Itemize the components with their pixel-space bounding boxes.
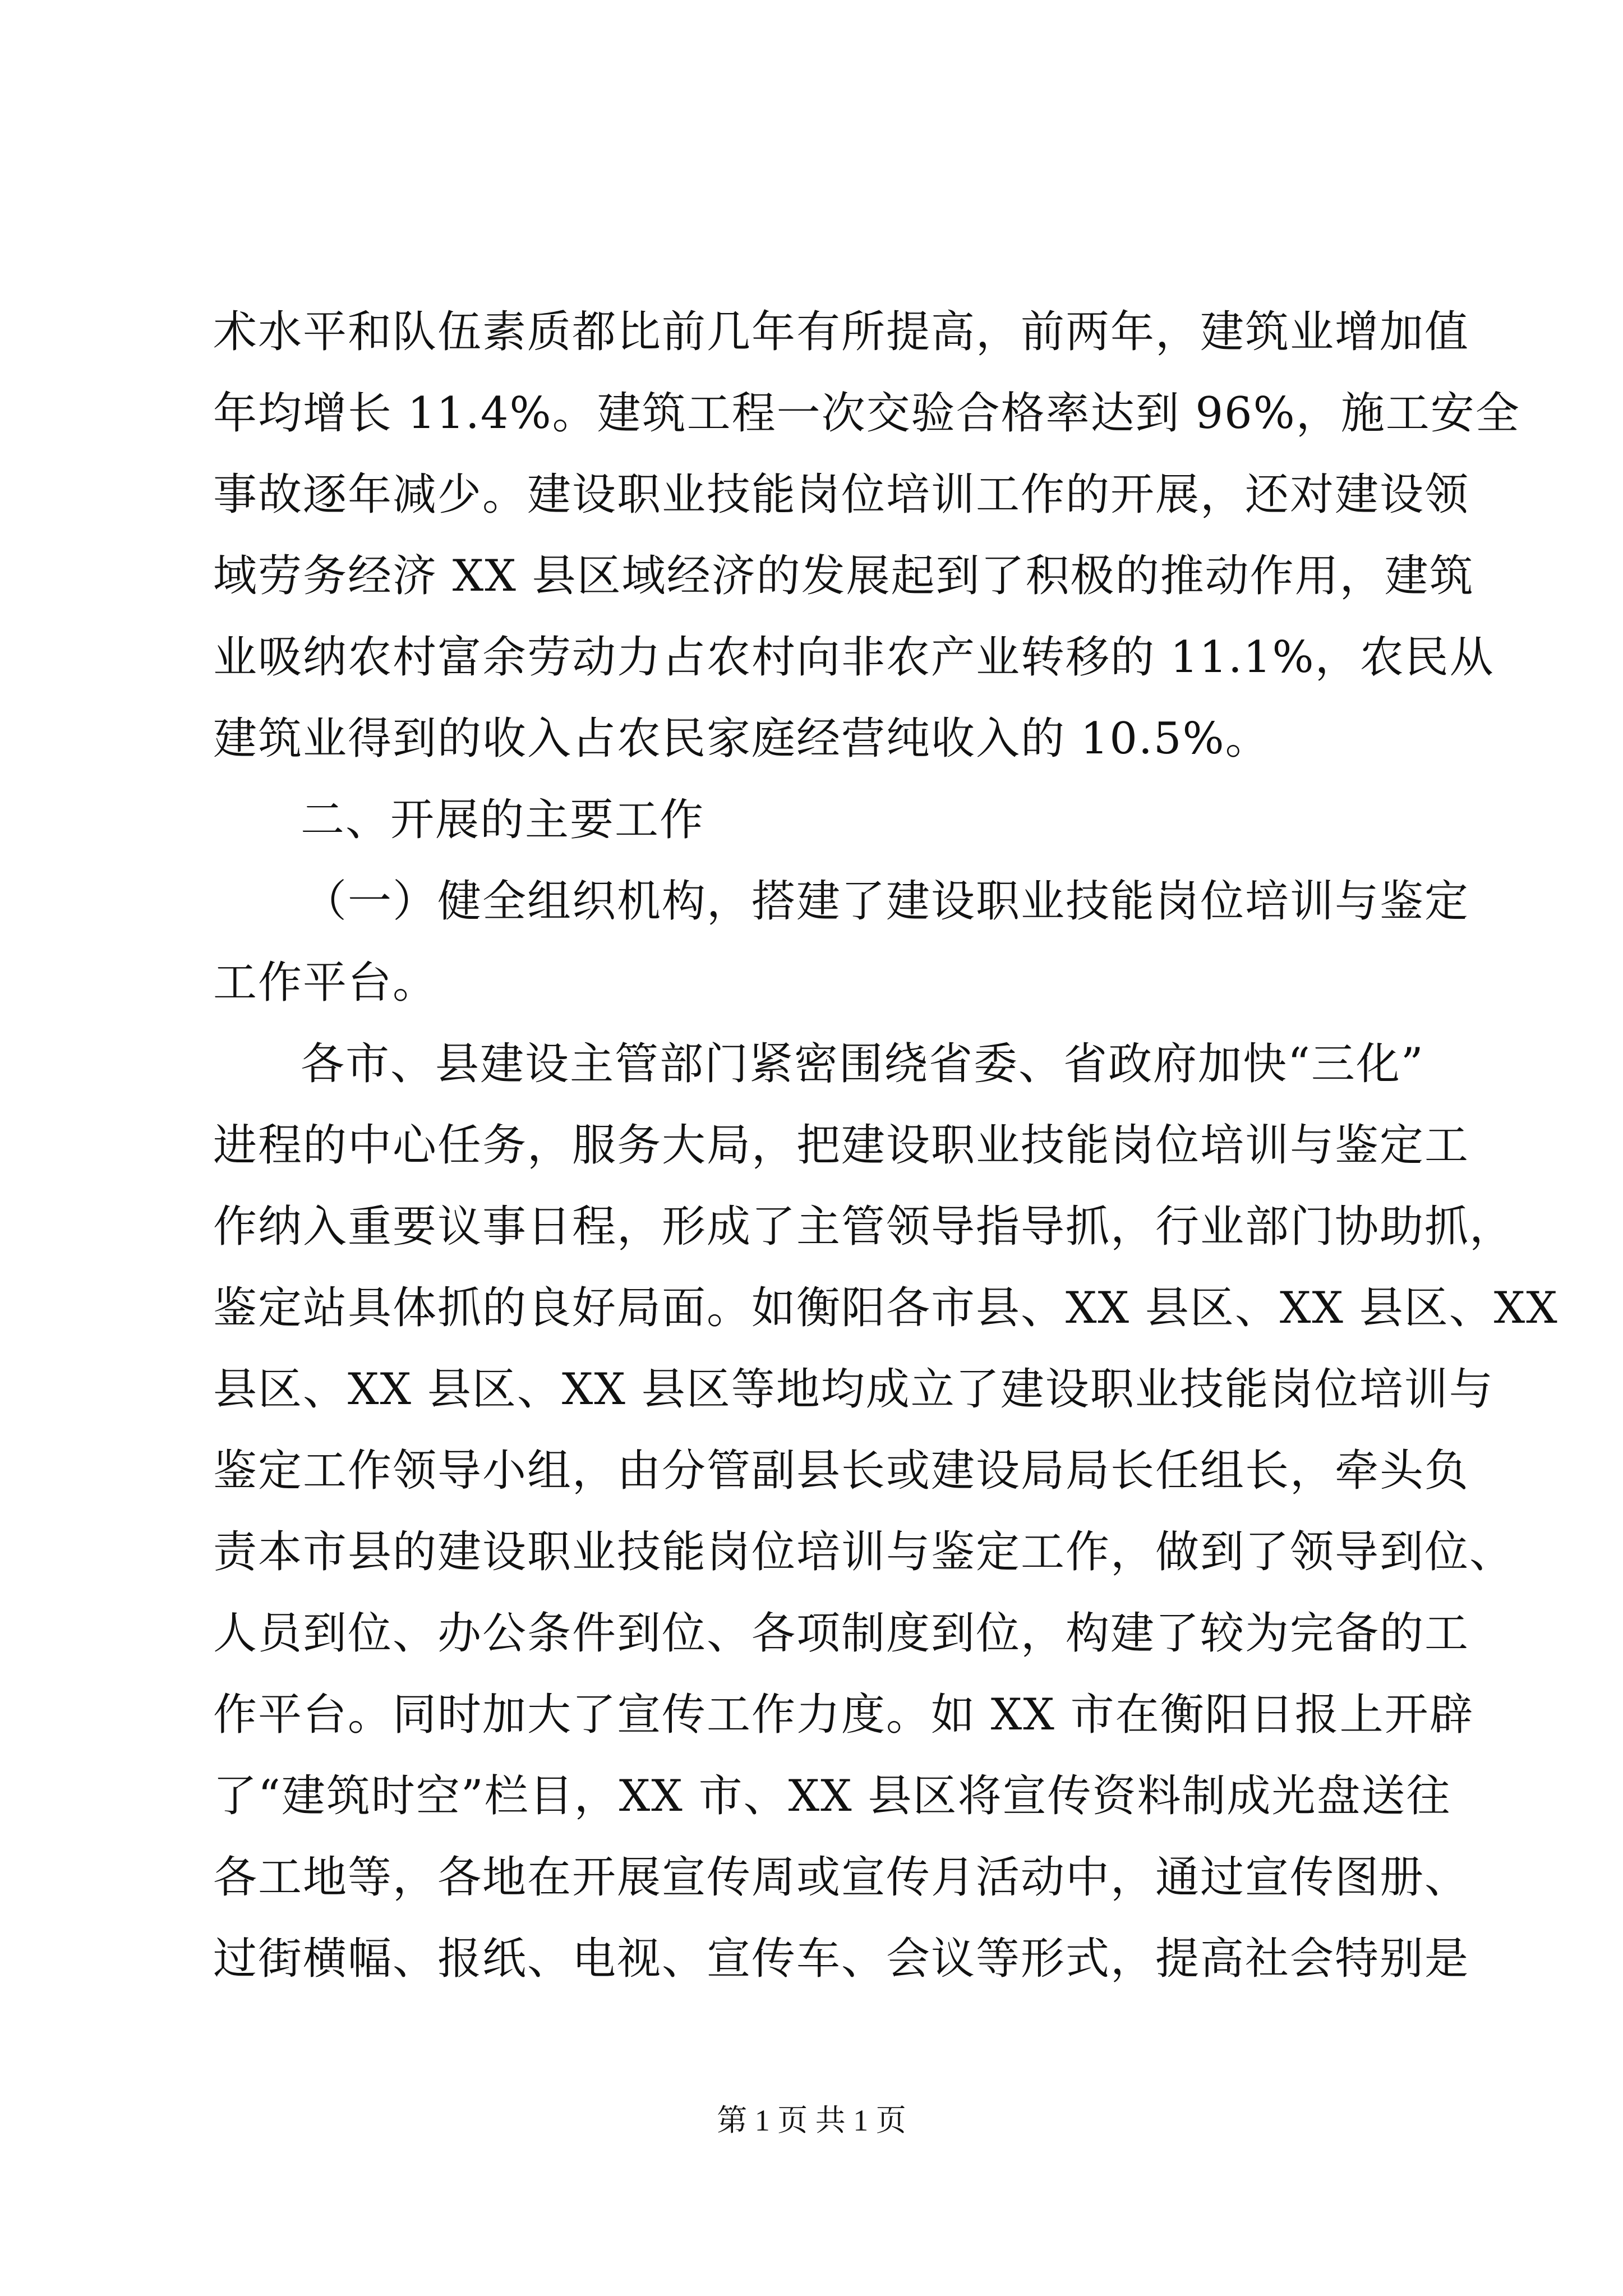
paragraph-line: 年均增长 11.4%。建筑工程一次交验合格率达到 96%，施工安全 bbox=[213, 388, 1520, 439]
paragraph-line: 各工地等，各地在开展宣传周或宣传月活动中，通过宣传图册、 bbox=[213, 1852, 1470, 1903]
paragraph-line: 各市、县建设主管部门紧密围绕省委、省政府加快“三化” bbox=[301, 1039, 1424, 1089]
subsection-heading: （一）健全组织机构，搭建了建设职业技能岗位培训与鉴定 bbox=[303, 876, 1470, 927]
paragraph-line: 进程的中心任务，服务大局，把建设职业技能岗位培训与鉴定工 bbox=[213, 1120, 1470, 1171]
paragraph-line: 人员到位、办公条件到位、各项制度到位，构建了较为完备的工 bbox=[213, 1608, 1470, 1659]
paragraph-line: 术水平和队伍素质都比前几年有所提高，前两年，建筑业增加值 bbox=[213, 307, 1470, 357]
paragraph-line: 鉴定站具体抓的良好局面。如衡阳各市县、XX 县区、XX 县区、XX bbox=[213, 1283, 1559, 1333]
paragraph-line: 责本市县的建设职业技能岗位培训与鉴定工作，做到了领导到位、 bbox=[213, 1527, 1515, 1577]
paragraph-line: 事故逐年减少。建设职业技能岗位培训工作的开展，还对建设领 bbox=[213, 470, 1470, 520]
paragraph-line: 县区、XX 县区、XX 县区等地均成立了建设职业技能岗位培训与 bbox=[213, 1364, 1494, 1415]
page-number-label: 第 1 页 共 1 页 bbox=[717, 2104, 906, 2137]
paragraph-line: 作平台。同时加大了宣传工作力度。如 XX 市在衡阳日报上开辟 bbox=[213, 1690, 1474, 1740]
paragraph-line: 作纳入重要议事日程，形成了主管领导指导抓，行业部门协助抓， bbox=[213, 1202, 1515, 1252]
document-body bbox=[213, 292, 1559, 2000]
subsection-heading-continued: 工作平台。 bbox=[213, 958, 438, 1008]
paragraph-line: 业吸纳农村富余劳动力占农村向非农产业转移的 11.1%，农民从 bbox=[213, 632, 1495, 683]
paragraph-line: 了“建筑时空”栏目，XX 市、XX 县区将宣传资料制成光盘送往 bbox=[213, 1771, 1451, 1821]
paragraph-line: 域劳务经济 XX 县区域经济的发展起到了积极的推动作用，建筑 bbox=[213, 551, 1474, 601]
paragraph-line: 过街横幅、报纸、电视、宣传车、会议等形式，提高社会特别是 bbox=[213, 1934, 1470, 1984]
paragraph-line: 鉴定工作领导小组，由分管副县长或建设局局长任组长，牵头负 bbox=[213, 1446, 1470, 1496]
section-heading: 二、开展的主要工作 bbox=[301, 795, 705, 845]
paragraph-line: 建筑业得到的收入占农民家庭经营纯收入的 10.5%。 bbox=[213, 714, 1270, 764]
page-footer bbox=[0, 2098, 1623, 2143]
